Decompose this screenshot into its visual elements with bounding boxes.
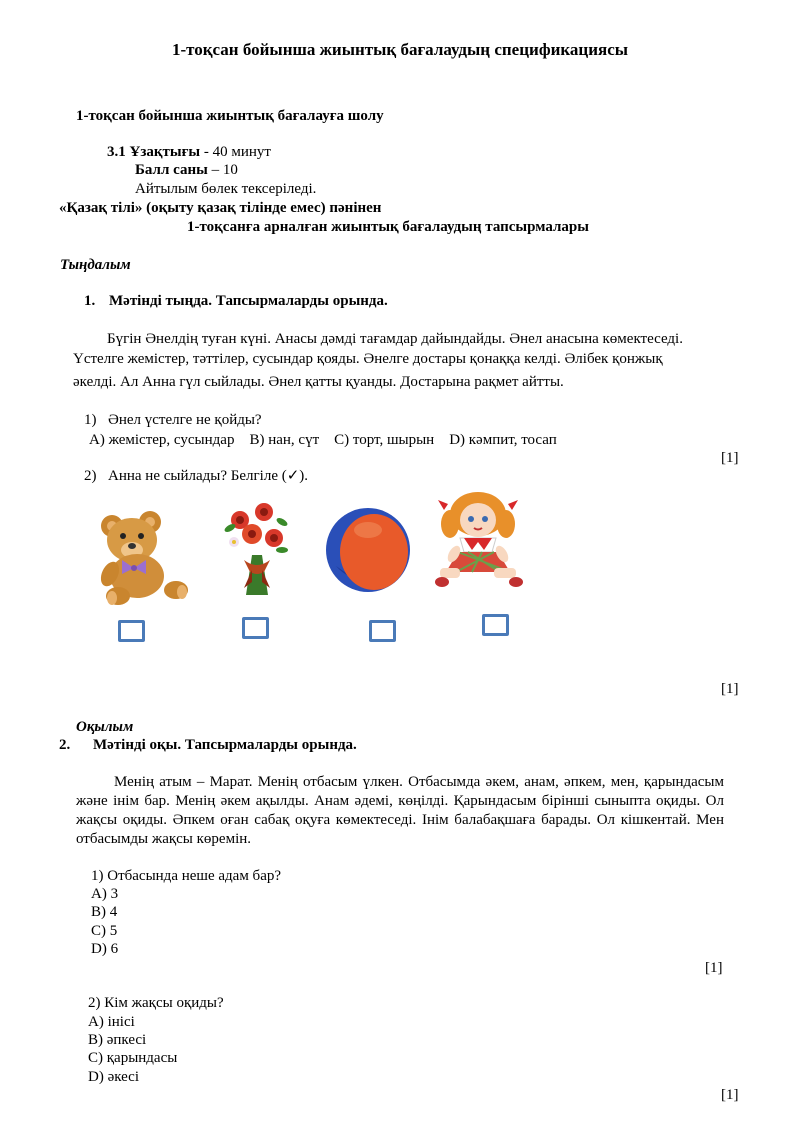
listening-q2-number: 2) xyxy=(84,468,97,484)
reading-section-title: Оқылым xyxy=(76,719,134,735)
reading-q1-option-c: C) 5 xyxy=(91,923,118,939)
listening-q1-text: Әнел үстелге не қойды? xyxy=(108,412,262,428)
reading-q1-option-a: A) 3 xyxy=(91,886,119,902)
reading-q2-text: 2) Кім жақсы оқиды? xyxy=(88,995,224,1011)
listening-q2-text: Анна не сыйлады? Белгіле (✓). xyxy=(108,468,309,484)
listening-text-line-1: Бүгін Әнелдің туған күні. Анасы дәмді тағамдар дайындайды. Әнел анасына көмектеседі. xyxy=(107,331,683,347)
overview-heading: 1-тоқсан бойынша жиынтық бағалауға шолу xyxy=(76,108,384,124)
tasks-heading: 1-тоқсанға арналған жиынтық бағалаудың тапсырмалары xyxy=(187,219,589,235)
teddy-bear-icon xyxy=(92,508,192,608)
checkbox-doll[interactable] xyxy=(482,614,509,636)
reading-q2-option-a: A) інісі xyxy=(88,1014,135,1030)
flower-bouquet-icon xyxy=(222,500,292,600)
reading-task-number: 2. xyxy=(59,737,71,753)
reading-text: Менің атым – Марат. Менің отбасым үлкен. Отбасымда әкем, анам, әпкем, мен, қарындасым және інім бар. Менің әкем ақылды. Анам әдемі, көңілді. Қарындасым бірінші сыныпта оқиды. Ол жақсы оқиды. Әпкем оған сабақ оқуға көмектеседі. Інім балабақшаға барады. Ол кішкентай. Мен отбасымды жақсы көремін. xyxy=(76,774,724,847)
listening-q1-options: A) жемістер, сусындар B) нан, сүт C) торт, шырын D) кәмпит, тосап xyxy=(89,432,557,448)
subject-line: «Қазақ тілі» (оқыту қазақ тілінде емес) пәнінен xyxy=(59,200,382,216)
reading-q1-mark: [1] xyxy=(705,960,723,976)
listening-text-line-3: әкелді. Ал Анна гүл сыйлады. Әнел қатты қуанды. Достарына рақмет айтты. xyxy=(73,374,564,390)
listening-task-number: 1. xyxy=(84,293,96,309)
reading-q1-option-d: D) 6 xyxy=(91,941,119,957)
checkbox-flowers[interactable] xyxy=(242,617,269,639)
reading-task-title: Мәтінді оқы. Тапсырмаларды орында. xyxy=(93,737,357,753)
doll-icon xyxy=(432,490,524,595)
listening-text-line-2: Үстелге жемістер, тәттілер, сусындар қояды. Әнелге достары қонаққа келді. Әлібек қонжық xyxy=(73,351,663,367)
listening-q1-mark: [1] xyxy=(721,450,739,466)
listening-q2-mark: [1] xyxy=(721,681,739,697)
score-line xyxy=(135,161,238,179)
duration-label: 3.1 Ұзақтығы xyxy=(107,144,201,160)
reading-q2-option-d: D) әкесі xyxy=(88,1069,140,1085)
reading-q1-option-b: B) 4 xyxy=(91,904,118,920)
listening-q1-number: 1) xyxy=(84,412,97,428)
reading-q2-option-b: B) әпкесі xyxy=(88,1032,147,1048)
checkbox-teddy-bear[interactable] xyxy=(118,620,145,642)
score-label: Балл саны xyxy=(135,162,208,178)
score-value: – 10 xyxy=(207,162,238,178)
checkbox-ball[interactable] xyxy=(369,620,396,642)
ball-icon xyxy=(324,506,412,594)
reading-q2-mark: [1] xyxy=(721,1087,739,1103)
listening-task-title: Мәтінді тыңда. Тапсырмаларды орында. xyxy=(109,293,388,309)
reading-q2-option-c: C) қарындасы xyxy=(88,1050,178,1066)
duration-value: - 40 минут xyxy=(200,144,271,160)
page-title: 1-тоқсан бойынша жиынтық бағалаудың спецификациясы xyxy=(171,40,629,59)
duration-line xyxy=(107,143,271,161)
speaking-note: Айтылым бөлек тексеріледі. xyxy=(135,181,317,197)
reading-q1-text: 1) Отбасында неше адам бар? xyxy=(91,868,282,884)
listening-section-title: Тыңдалым xyxy=(60,257,131,273)
